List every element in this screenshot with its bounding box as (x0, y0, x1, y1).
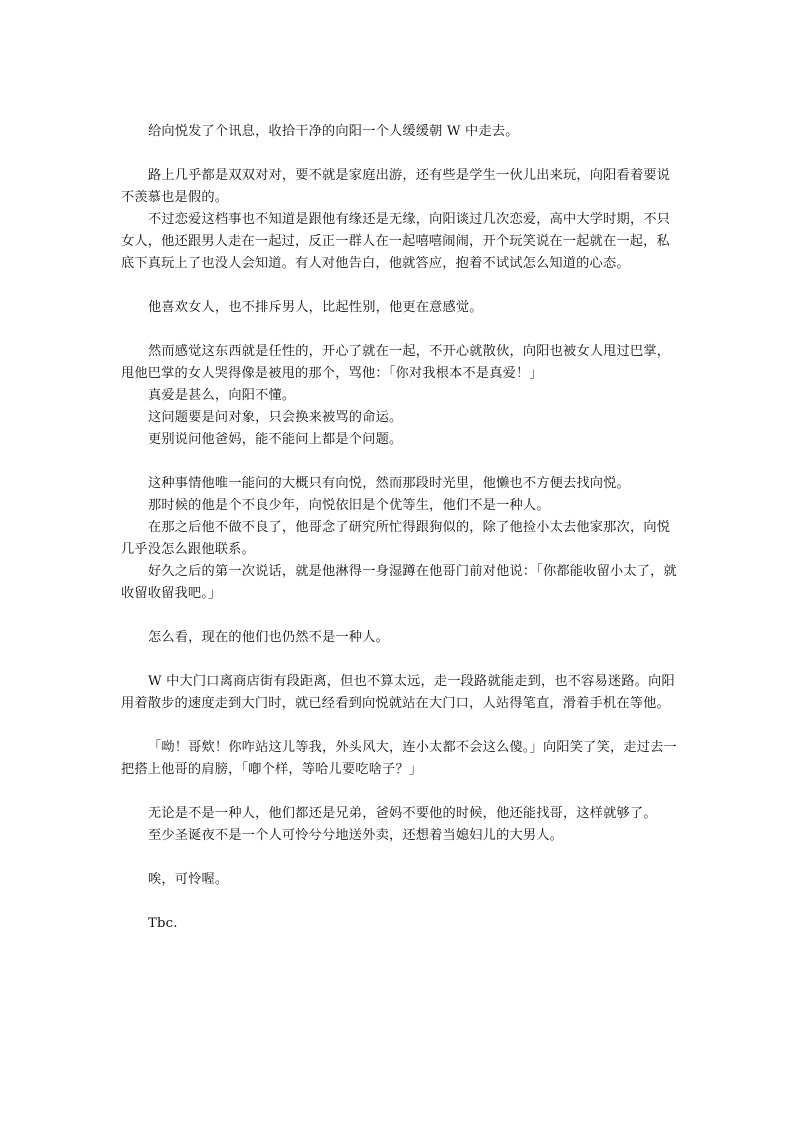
paragraph: 这问题要是问对象，只会换来被骂的命运。 (148, 410, 403, 425)
paragraph: 「呦！哥欸！你咋站这儿等我，外头风大，连小太都不会这么傻。」向阳笑了笑，走过去一把搭上他哥的肩膀，「喞个样，等哈儿要吃啥子？」 (121, 740, 677, 777)
paragraph: 在那之后他不做不良了，他哥念了研究所忙得跟狗似的，除了他捡小太去他家那次，向悦几乎没怎么跟他联系。 (121, 520, 671, 557)
paragraph: 怎么看，现在的他们也仍然不是一种人。 (148, 630, 389, 645)
story-text (121, 121, 681, 935)
paragraph: 那时候的他是个不良少年，向悦依旧是个优等生，他们不是一种人。 (148, 498, 550, 513)
paragraph: 他喜欢女人，也不排斥男人，比起性别，他更在意感觉。 (148, 300, 483, 315)
paragraph: 无论是不是一种人，他们都还是兄弟，爸妈不要他的时候，他还能找哥，这样就够了。 (148, 806, 657, 821)
paragraph: 好久之后的第一次说话，就是他淋得一身湿蹲在他哥门前对他说：「你都能收留小太了，就收留收留我吧。」 (121, 564, 677, 601)
paragraph: 这种事情他唯一能问的大概只有向悦，然而那段时光里，他懒也不方便去找向悦。 (148, 476, 630, 491)
paragraph: 然而感觉这东西就是任性的，开心了就在一起，不开心就散伙，向阳也被女人甩过巴掌，甩他巴掌的女人哭得像是被甩的那个，骂他：「你对我根本不是真爱！」 (121, 344, 671, 381)
paragraph: 给向悦发了个讯息，收拾干净的向阳一个人缓缓朝 W 中走去。 (148, 124, 519, 139)
paragraph: W 中大门口离商店街有段距离，但也不算太远，走一段路就能走到，也不容易迷路。向阳用着散步的速度走到大门时，就已经看到向悦就站在大门口，人站得笔直，滑着手机在等他。 (121, 674, 675, 711)
paragraph: Tbc. (148, 916, 178, 931)
paragraph: 更别说问他爸妈，能不能问上都是个问题。 (148, 432, 403, 447)
paragraph: 唉，可怜喔。 (148, 872, 229, 887)
paragraph: 至少圣诞夜不是一个人可怜兮兮地送外卖，还想着当媳妇儿的大男人。 (148, 828, 564, 843)
paragraph: 路上几乎都是双双对对，要不就是家庭出游，还有些是学生一伙儿出来玩，向阳看着要说不羡慕也是假的。 (121, 168, 671, 205)
paragraph: 真爱是甚么，向阳不懂。 (148, 388, 296, 403)
paragraph: 不过恋爱这档事也不知道是跟他有缘还是无缘，向阳谈过几次恋爱，高中大学时期，不只女人，他还跟男人走在一起过，反正一群人在一起嘻嘻闹闹，开个玩笑说在一起就在一起，私底下真玩上了也没人会知道。有人对他告白，他就答应，抱着不试试怎么知道的心态。 (121, 212, 671, 271)
